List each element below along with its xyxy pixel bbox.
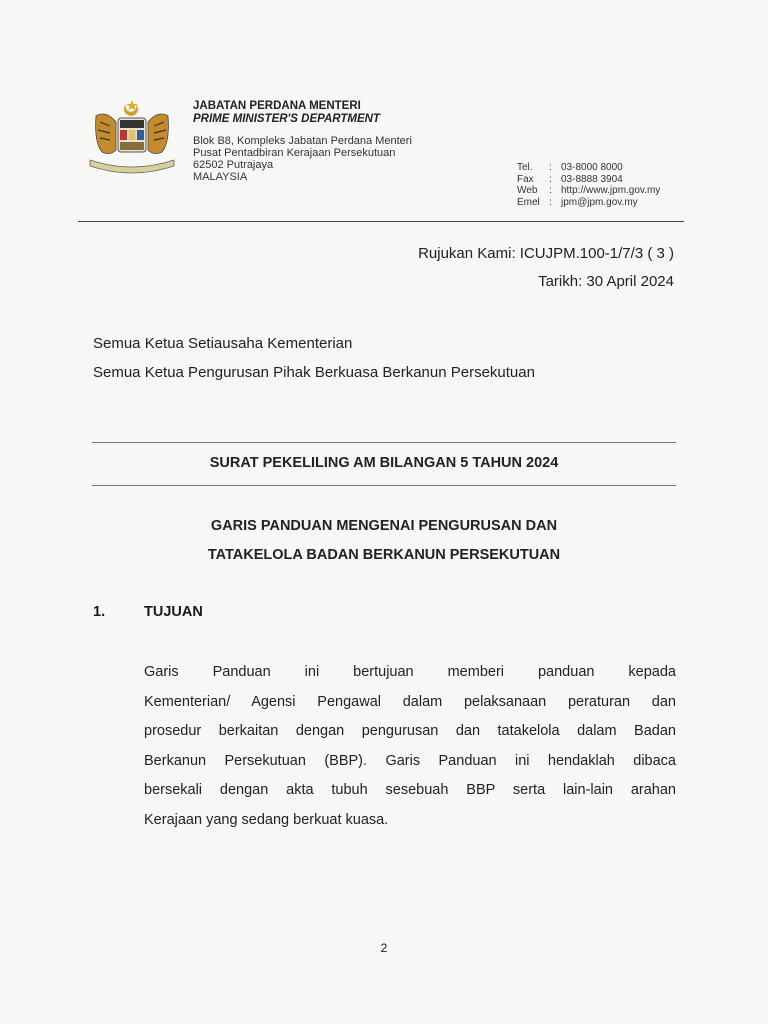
title-divider-top — [92, 442, 676, 443]
letterhead-divider — [78, 221, 684, 222]
contact-label: Tel. — [517, 162, 533, 173]
contact-label: Emel — [517, 196, 540, 208]
title-divider-bottom — [92, 485, 676, 486]
address-line: MALAYSIA — [193, 171, 248, 183]
contact-value: 03-8000 8000 — [561, 162, 623, 173]
circular-title: SURAT PEKELILING AM BILANGAN 5 TAHUN 2024 — [209, 455, 559, 471]
paragraph-line: Garis Panduan ini bertujuan memberi panduan kepada — [144, 664, 676, 680]
contact-value: jpm@jpm.gov.my — [561, 196, 638, 208]
contact-label: Web — [517, 185, 538, 196]
contact-value: http://www.jpm.gov.my — [561, 185, 661, 196]
letter-date: Tarikh: 30 April 2024 — [538, 273, 674, 290]
contact-row-email: Emel : jpm@jpm.gov.my — [517, 196, 638, 208]
contact-label: Fax — [517, 173, 534, 185]
paragraph-line: prosedur berkaitan dengan pengurusan dan tatakelola dalam Badan — [144, 723, 676, 739]
address-line: Pusat Pentadbiran Kerajaan Persekutuan — [193, 147, 396, 159]
address-line: Blok B8, Kompleks Jabatan Perdana Menteri — [193, 135, 412, 147]
subject-line: TATAKELOLA BADAN BERKANUN PERSEKUTUAN — [207, 547, 561, 563]
address-block — [193, 135, 412, 183]
reference-number: Rujukan Kami: ICUJPM.100-1/7/3 ( 3 ) — [418, 245, 674, 262]
paragraph-line: Berkanun Persekutuan (BBP). Garis Panduan ini hendaklah dibaca — [144, 752, 676, 769]
contact-block — [517, 162, 660, 208]
subject-line: GARIS PANDUAN MENGENAI PENGURUSAN DAN — [210, 518, 558, 534]
address-line: 62502 Putrajaya — [193, 159, 274, 171]
reference-block — [418, 240, 674, 296]
paragraph-line: bersekali dengan akta tubuh sesebuah BBP serta lain-lain arahan — [144, 782, 676, 798]
coat-of-arms-icon — [82, 98, 182, 178]
paragraph-line: Kerajaan yang sedang berkuat kuasa. — [144, 811, 389, 828]
department-name — [193, 100, 380, 126]
recipient-line: Semua Ketua Setiausaha Kementerian — [93, 335, 353, 352]
page-number: 2 — [380, 941, 388, 955]
contact-row-tel: Tel. : 03-8000 8000 — [517, 162, 623, 173]
recipient-line: Semua Ketua Pengurusan Pihak Berkuasa Berkanun Persekutuan — [93, 364, 535, 381]
section-paragraph — [144, 658, 676, 835]
dept-name-english: PRIME MINISTER'S DEPARTMENT — [193, 113, 380, 125]
contact-row-web: Web : http://www.jpm.gov.my — [517, 185, 661, 196]
contact-value: 03-8888 3904 — [561, 173, 623, 185]
contact-row-fax: Fax : 03-8888 3904 — [517, 173, 623, 185]
subject-heading — [92, 512, 676, 570]
section-number: 1. — [93, 604, 106, 620]
recipients-block — [93, 329, 535, 387]
dept-name-malay: JABATAN PERDANA MENTERI — [193, 100, 361, 112]
paragraph-line: Kementerian/ Agensi Pengawal dalam pelaksanaan peraturan dan — [144, 693, 676, 710]
section-title: TUJUAN — [144, 604, 203, 620]
